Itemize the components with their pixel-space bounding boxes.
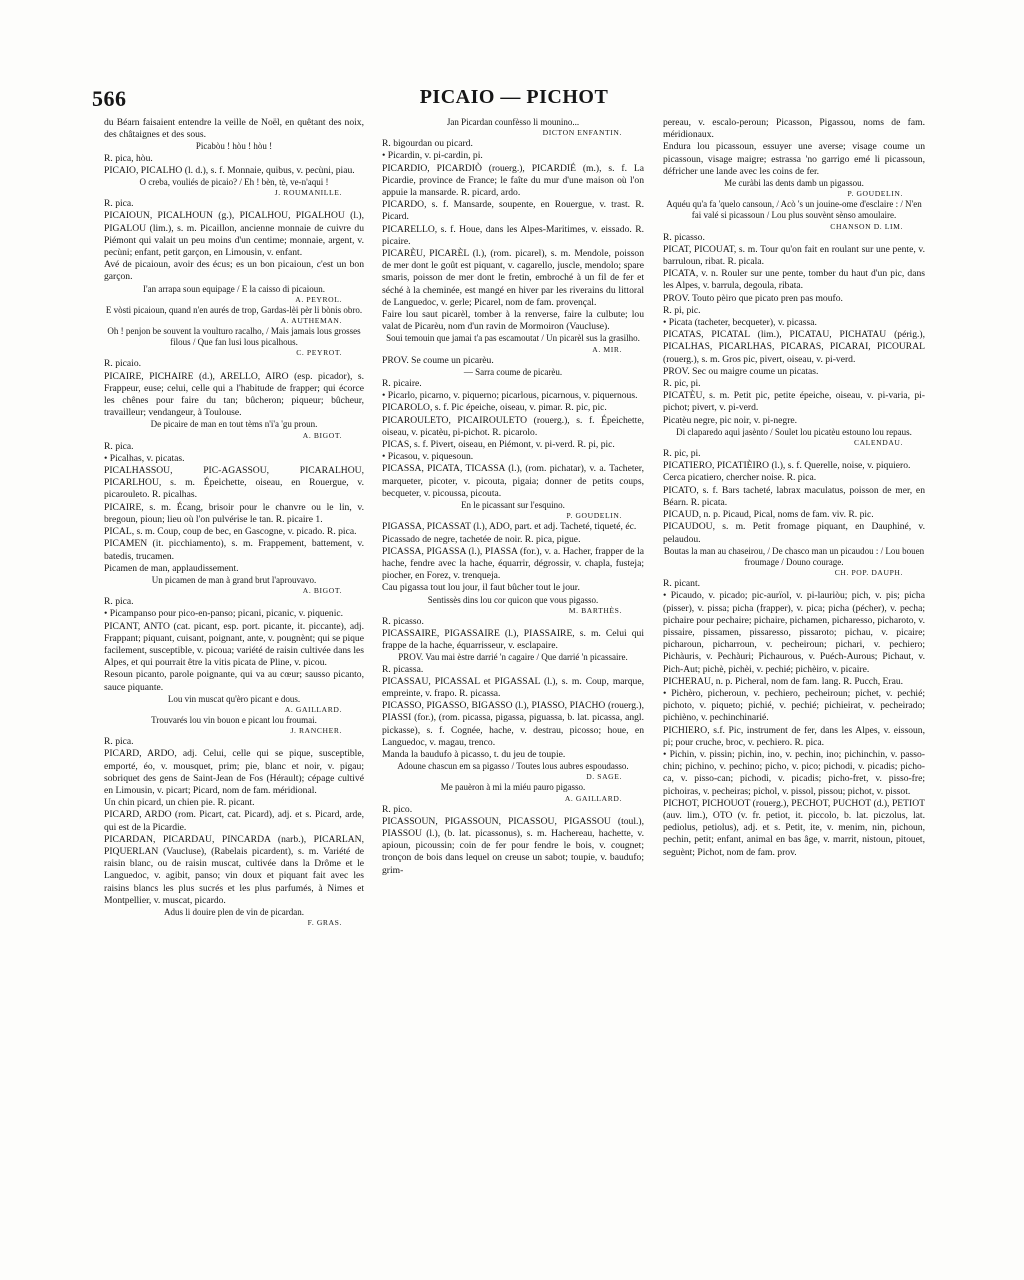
column-middle: [382, 117, 644, 1197]
dictionary-entry: • Pichèro, picheroun, v. pechiero, pecheiroun; pichet, v. pechié; pichoto, v. piqueto; pichié, v. pechié; pichieirat, v. pecheirado; pichièno, v. pechinchinarié.: [663, 687, 925, 724]
dictionary-entry: Endura lou picassoun, essuyer une averse; visage coume un picassoun, visage maigre; estrassa 'no garrigo emé li picassoun, défricher une lande avec les coins de fer.: [663, 141, 925, 177]
attribution: A. MIR.: [592, 344, 622, 354]
dictionary-entry: PICHOT, PICHOUOT (rouerg.), PECHOT, PUCHOT (d.), PETIOT (auv. lim.), OTO (v. fr. petiot, it. piccolo, b. lat. piczolus, lat. pediolus, petiolus), adj. et s. Petit, ite, v. menim, nin, pichoun, pechin, petit; enfant, animal en bas âge, v. marrit, nistoun, pitouet, seguènt; Pichot, nom de fam. prov.: [663, 797, 925, 858]
dictionary-entry: PICARD, ARDO, adj. Celui, celle qui se pique, susceptible, emporté, éo, v. mousquet, prim; pie, blanc et noir, v. pigau; sobriquet des gens de Saint-Jean de Fos (Hérault); cépage cultivé en Limousin, v. picart; Picard, nom de fam. méridional.: [104, 748, 364, 796]
attribution: A. PEYROL.: [295, 294, 342, 304]
dictionary-entry: PROV. Se coume un picarèu.: [382, 354, 494, 366]
attribution: J. RANCHER.: [290, 726, 342, 736]
dictionary-entry: Resoun picanto, parole poignante, qui va au cœur; sausso picanto, sauce piquante.: [104, 669, 364, 693]
dictionary-entry: R. picasso.: [382, 615, 424, 627]
dictionary-entry: Avé de picaioun, avoir des écus; es un bon picaioun, c'est un bon garçon.: [104, 259, 364, 283]
attribution: A. GAILLARD.: [284, 704, 342, 714]
dictionary-entry: PICAIRE, s. m. Écang, brisoir pour le chanvre ou le lin, v. bregoun, pioun; lieu où l'on pulvérise le tan. R. picaire 1.: [104, 501, 364, 525]
dictionary-entry: PICARELLO, s. f. Houe, dans les Alpes-Maritimes, v. eissado. R. picaire.: [382, 223, 644, 247]
dictionary-entry: Manda la baudufo à picasso, t. du jeu de toupie.: [382, 748, 566, 760]
dictionary-entry: PICAMEN (it. picchiamento), s. m. Frappement, battement, v. batedis, trucamen.: [104, 538, 364, 562]
dictionary-entry: Picatèu negre, pic noir, v. pi-negre.: [663, 414, 798, 426]
quotation: Boutas la man au chaseirou, / De chasco man un picaudou : / Lou bouen froumage / Douno courage.: [663, 545, 925, 567]
dictionary-entry: PICARD, ARDO (rom. Picart, cat. Picard), adj. et s. Picard, arde, qui est de la Picardie.: [104, 809, 364, 833]
quotation: I'an arrapa soun equipage / E la caisso di picaioun.: [142, 283, 326, 294]
dictionary-entry: R. picaio.: [104, 358, 142, 370]
dictionary-entry: • Picasou, v. piquesoun.: [382, 451, 474, 463]
quotation: — Sarra coume de picarèu.: [463, 366, 563, 377]
dictionary-entry: Picassado de negre, tachetée de noir. R. pica, pigue.: [382, 533, 581, 545]
dictionary-entry: PROV. Sec ou maigre coume un picatas.: [663, 365, 819, 377]
dictionary-entry: PICASSAU, PICASSAL et PIGASSAL (l.), s. m. Coup, marque, empreinte, v. frapo. R. picassa.: [382, 675, 644, 699]
dictionary-entry: R. picaire.: [382, 378, 422, 390]
quotation: Me curàbi las dents damb un pigassou.: [724, 178, 864, 189]
dictionary-entry: PICAS, s. f. Pivert, oiseau, en Piémont, v. pi-verd. R. pi, pic.: [382, 439, 615, 451]
dictionary-entry: PICATO, s. f. Bars tacheté, labrax maculatus, poisson de mer, en Béarn. R. picata.: [663, 484, 925, 508]
quotation: En le picassant sur l'esquino.: [461, 500, 565, 511]
column-left: [104, 117, 364, 1197]
column-right: [663, 117, 925, 1197]
dictionary-entry: PICHERAU, n. p. Picheral, nom de fam. lang. R. Pucch, Erau.: [663, 675, 904, 687]
dictionary-entry: PICAIO, PICALHO (l. d.), s. f. Monnaie, quibus, v. pecùni, piau.: [104, 164, 355, 176]
dictionary-entry: PICATIERO, PICATIÈIRO (l.), s. f. Querelle, noise, v. piquiero.: [663, 460, 911, 472]
attribution: F. GRAS.: [307, 918, 342, 928]
dictionary-entry: • Picampanso pour pico-en-panso; picani, picanic, v. piquenic.: [104, 608, 344, 620]
dictionary-entry: PICAROLO, s. f. Pic épeiche, oiseau, v. pimar. R. pic, pic.: [382, 402, 607, 414]
dictionary-entry: PICATÈU, s. m. Petit pic, petite épeiche, oiseau, v. pi-varia, pi-pichot; pivert, v. pi-verd.: [663, 390, 925, 414]
attribution: A. GAILLARD.: [564, 793, 622, 803]
dictionary-entry: PICAUDOU, s. m. Petit fromage piquant, en Dauphiné, v. pelaudou.: [663, 521, 925, 545]
attribution: A. BIGOT.: [302, 430, 342, 440]
running-head: PICAIO — PICHOT: [419, 86, 609, 108]
dictionary-entry: Faire lou saut picarèl, tomber à la renverse, faire la culbute; lou valat de Picarèu, nom d'un ravin de Mormoiron (Vaucluse).: [382, 309, 644, 333]
dictionary-entry: R. bigourdan ou picard.: [382, 138, 473, 150]
dictionary-entry: PICATAS, PICATAL (lim.), PICATAU, PICHATAU (périg.), PICALHAS, PICARLHAS, PICARAS, PICARAI, PICOURAL (rouerg.), s. m. Gros pic, pivert, oiseau, v. pi-verd.: [663, 329, 925, 365]
dictionary-entry: R. pica.: [104, 736, 134, 748]
dictionary-entry: R. pic, pi.: [663, 378, 701, 390]
quotation: Di claparedo aqui jasènto / Soulet lou picatèu estouno lou repaus.: [676, 426, 912, 437]
dictionary-entry: R. pica.: [104, 198, 134, 210]
dictionary-entry: PICASSA, PIGASSA (l.), PIASSA (for.), v. a. Hacher, frapper de la hache, fendre avec la hache, équarrir, dégrossir, v. chapla, fusteja; piocher, en Forez, v. trenqueja.: [382, 545, 644, 582]
quotation: Me pauèron à mi la miéu pauro pigasso.: [440, 782, 586, 793]
dictionary-entry: PICAT, PICOUAT, s. m. Tour qu'on fait en roulant sur une pente, v. barruloun, ribat. R. picala.: [663, 243, 925, 268]
dictionary-entry: • Picarlo, picarno, v. piquerno; picarlous, picarnous, v. piquernous.: [382, 390, 638, 402]
dictionary-entry: PICATA, v. n. Rouler sur une pente, tomber du haut d'un pic, dans les Alpes, v. barrula, degoula, ribata.: [663, 268, 925, 292]
quotation: Adoune chascun em sa pigasso / Toutes lous aubres espoudasso.: [397, 761, 629, 772]
attribution: A. BIGOT.: [302, 586, 342, 596]
dictionary-entry: pereau, v. escalo-peroun; Picasson, Pigassou, noms de fam. méridionaux.: [663, 117, 925, 141]
quotation: Lou vin muscat qu'èro picant e dous.: [167, 693, 301, 704]
quotation: Un picamen de man à grand brut l'aprouvavo.: [151, 574, 317, 585]
dictionary-entry: PICARDO, s. f. Mansarde, soupente, en Rouergue, v. trast. R. Picard.: [382, 199, 644, 223]
dictionary-entry: R. pico.: [382, 803, 413, 815]
dictionary-entry: R. pica.: [104, 596, 134, 608]
attribution: P. GOUDELIN.: [566, 511, 622, 521]
quotation: Adus li douire plen de vin de picardan.: [164, 906, 304, 917]
attribution: A. AUTHEMAN.: [280, 316, 342, 326]
dictionary-entry: PICHIERO, s.f. Pic, instrument de fer, dans les Alpes, v. eissoun, pi; pour cruche, broc, v. pechiero. R. pica.: [663, 724, 925, 748]
dictionary-entry: PICAL, s. m. Coup, coup de bec, en Gascogne, v. picado. R. pica.: [104, 526, 357, 538]
quotation: Soui temouin que jamai t'a pas escamoutat / Un picarèl sus la grasilho.: [386, 333, 640, 344]
attribution: CH. POP. DAUPH.: [834, 568, 903, 578]
dictionary-entry: PIGASSA, PICASSAT (l.), ADO, part. et adj. Tacheté, tiqueté, éc.: [382, 521, 637, 533]
attribution: J. ROUMANILLE.: [274, 188, 342, 198]
dictionary-entry: R. pica, hòu.: [104, 152, 153, 164]
quotation: PROV. Vau mai èstre darrié 'n cagaire / Que darrié 'n picassaire.: [398, 652, 628, 663]
dictionary-entry: Un chin picard, un chien pie. R. picant.: [104, 797, 255, 809]
dictionary-entry: • Picata (tacheter, becqueter), v. picassa.: [663, 317, 817, 329]
attribution: DICTON ENFANTIN.: [542, 128, 622, 138]
dictionary-entry: PICASSOUN, PIGASSOUN, PICASSOU, PIGASSOU (toul.), PIASSOU (l.), (b. lat. picassonus), s. m. Hachereau, hachette, v. apioun, picoussin; coin de fer pour fendre le bois, v. cougnet; tronçon de bois dans lequel on creuse un sabot; toupie, v. baudufo; grim-: [382, 815, 644, 876]
dictionary-entry: PICASSA, PICATA, TICASSA (l.), (rom. pichatar), v. a. Tacheter, marqueter, picoter, v. picouta, pigaia; donner de petits coups, becqueter, v. picoussa, picouta.: [382, 463, 644, 499]
dictionary-entry: PICAIRE, PICHAIRE (d.), ARELLO, AIRO (esp. picador), s. Frappeur, euse; celui, celle qui a l'habitude de frapper; qui écorce les chênes pour faire du tan; bûcheron; piqueur; bûcheur, travailleur; vendangeur, à Toulouse.: [104, 370, 364, 419]
dictionary-entry: du Béarn faisaient entendre la veille de Noël, en quêtant des noix, des châtaignes et des sous.: [104, 117, 364, 141]
dictionary-entry: PICARÈU, PICARÈL (l.), (rom. picarel), s. m. Mendole, poisson de mer dont le goût est piquant, v. cagarello, juscle, mendolo; spare smaris, poisson de mer dont le fretin, embroché à un fil de fer et séché à la cheminée, est mangé en hiver par les riverains du littoral de Languedoc, v. gerle; Picarel, nom de fam. provençal.: [382, 248, 644, 308]
attribution: CALENDAU.: [853, 438, 903, 448]
dictionary-entry: PICALHASSOU, PIC-AGASSOU, PICARALHOU, PICARLHOU, s. m. Épeichette, oiseau, en Rouergue, v. picarouleto. R. picalhas.: [104, 465, 364, 501]
dictionary-entry: • Picalhas, v. picatas.: [104, 452, 185, 464]
dictionary-entry: • Picaudo, v. picado; pic-aurïol, v. pi-lauriòu; pich, v. pis; picha (pisser), v. pissa; picha (frapper), v. pica; picha (pécher), v. pecha; pichaire pour pechaire; pichaire, pichamen, picharesso, picharoto, v. pissaire, pissamen, pissaresso, pissaroto; pichau, v. picaire; picharoun, picharroun, v. pecheiroun; pichari, v. pechiero; Pichàuris, v. Pechàuri; Pichaurous, v. Puéch-Aurous; Pichaut, v. Pich-Aut; pichè, pichèi, v. pechié; pichèiro, v. picaire.: [663, 590, 925, 675]
dictionary-entry: PICAROULETO, PICAIROULETO (rouerg.), s. f. Épeichette, oiseau, v. picatèu, pi-pichot. R. picarolo.: [382, 414, 644, 438]
dictionary-entry: R. pica.: [104, 440, 134, 452]
dictionary-entry: R. pic, pi.: [663, 448, 701, 460]
attribution: M. BARTHÈS.: [568, 605, 622, 615]
quotation: Aquéu qu'a fa 'quelo cansoun, / Acò 's un jouine-ome d'esclaire : / N'en fai valé si picassoun / Lou plus souvènt sènso amoulaire.: [666, 199, 922, 221]
attribution: P. GOUDELIN.: [847, 189, 903, 199]
dictionary-entry: Picamen de man, applaudissement.: [104, 562, 239, 574]
dictionary-entry: PICASSO, PIGASSO, BIGASSO (l.), PIASSO, PIACHO (rouerg.), PIASSI (for.), (rom. picassa, pigassa, piguassa, b. lat. picassa, angl. pickasse), s. f. Cognée, hache, v. destrau, picosso; houe, en Languedoc, v. magau, trenco.: [382, 700, 644, 748]
quotation: De picaire de man en tout tèms n'i'a 'gu proun.: [150, 419, 318, 430]
page-number: 566: [92, 86, 127, 111]
quotation: E vòsti picaioun, quand n'en aurés de trop, Gardas-lèi pèr li bònis obro.: [105, 304, 363, 315]
dictionary-entry: R. picant.: [663, 578, 701, 590]
quotation: Trouvarés lou vin bouon e picant lou froumai.: [151, 714, 317, 725]
dictionary-entry: PICARDIO, PICARDIÒ (rouerg.), PICARDIÉ (m.), s. f. La Picardie, province de France; le faîte du mur d'une maison où l'on appuie la mansarde. R. picard, ardo.: [382, 162, 644, 199]
dictionary-entry: R. pi, pic.: [663, 304, 701, 316]
quotation: Picabòu ! hòu ! hòu !: [195, 141, 273, 152]
dictionary-entry: PICASSAIRE, PIGASSAIRE (l.), PIASSAIRE, s. m. Celui qui frappe de la hache, équarrisseur, v. esclapaire.: [382, 627, 644, 652]
dictionary-entry: PICANT, ANTO (cat. picant, esp. port. picante, it. piccante), adj. Frappant; piquant, cuisant, poignant, ante, v. pougnènt; qui se pique facilement, susceptible, v. picoua; variété de raisin cultivée dans les Alpes, et qui pourrait être la vitis picata de Pline, v. picou.: [104, 620, 364, 669]
quotation: Sentissès dins lou cor quicon que vous pigasso.: [427, 594, 599, 605]
dictionary-entry: Cerca picatiero, chercher noise. R. pica.: [663, 472, 817, 484]
dictionary-entry: PICARDAN, PICARDAU, PINCARDA (narb.), PICARLAN, PIQUERLAN (Vaucluse), (Rabelais picardent), s. m. Variété de raisin blanc, ou de raisin muscat, cultivée dans la Drôme et le Languedoc, v. agibit, panso; vin doux et piquant fait avec les raisins blancs les plus sucrés et les plus parfumés, à Nimes et Montpellier, v. muscat, picardo.: [104, 833, 364, 906]
quotation: Oh ! penjon be souvent la voulturo racalho, / Mais jamais lous grosses filous / Que fan lusi lous picalhous.: [107, 326, 361, 348]
dictionary-entry: R. picasso.: [663, 231, 705, 243]
dictionary-entry: R. picassa.: [382, 663, 424, 675]
dictionary-entry: • Picardin, v. pi-cardin, pi.: [382, 150, 483, 162]
dictionary-entry: • Pichin, v. pissin; pichin, ino, v. pechin, ino; pichinchin, v. passo-chin; pichino, v. pechino; picho, v. pico; pichodi, v. picadis; picho-ca, v. pisso-can; pichodi, v. picadis; picho-fret, v. pisso-fre; pichoiras, v. pecheiras; pichol, v. pissol, pissou; pichot, v. pissot.: [663, 748, 925, 797]
quotation: O creba, vouliés de picaio? / Eh ! bèn, tè, ve-n'aqui !: [139, 177, 329, 188]
quotation: Jan Picardan counfèsso li mounino...: [446, 117, 580, 127]
attribution: C. PEYROT.: [296, 348, 342, 358]
dictionary-entry: Cau pigassa tout lou jour, il faut bûcher tout le jour.: [382, 582, 580, 594]
dictionary-entry: PICAUD, n. p. Picaud, Pical, noms de fam. viv. R. pic.: [663, 509, 874, 521]
dictionary-entry: PROV. Touto pèiro que picato pren pas moufo.: [663, 292, 843, 304]
dictionary-entry: PICAIOUN, PICALHOUN (g.), PICALHOU, PIGALHOU (l.), PIGALOU (lim.), s. m. Picaillon, ancienne monnaie de cuivre du Piémont qui valait un peu moins d'un centime; monnaie, argent, v. pecùni; enfant, petit garçon, en Limousin, v. enfant.: [104, 210, 364, 259]
attribution: D. SAGE.: [586, 772, 622, 782]
attribution: CHANSON D. LIM.: [830, 221, 903, 231]
